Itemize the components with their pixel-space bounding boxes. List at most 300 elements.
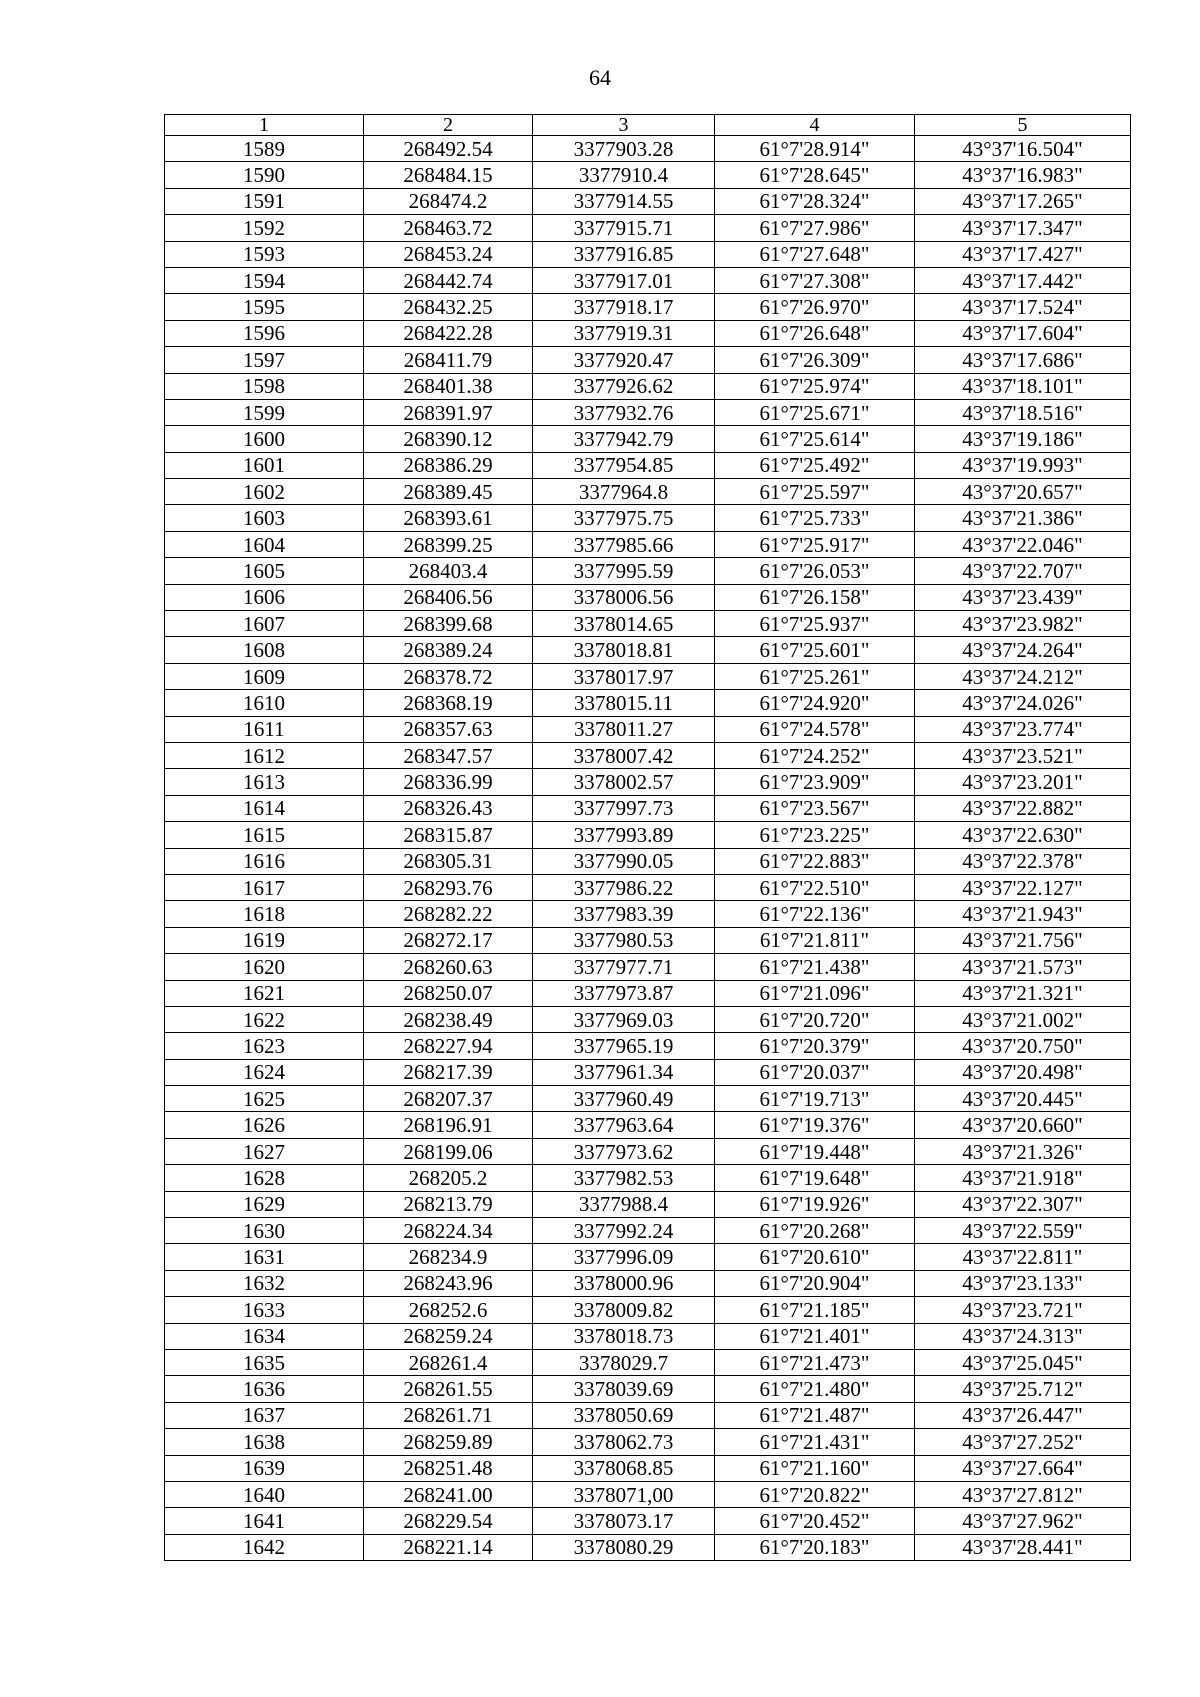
table-row bbox=[165, 1270, 1131, 1296]
x-coordinate-cell: 268238.49 bbox=[364, 1006, 533, 1032]
y-coordinate-cell: 3378062.73 bbox=[533, 1429, 715, 1455]
point-number-cell: 1598 bbox=[165, 373, 364, 399]
x-coordinate-cell: 268207.37 bbox=[364, 1086, 533, 1112]
table-row bbox=[165, 1481, 1131, 1507]
table-row bbox=[165, 162, 1131, 188]
longitude-cell: 61°7'20.720" bbox=[715, 1006, 915, 1032]
table-row bbox=[165, 399, 1131, 425]
latitude-cell: 43°37'22.046" bbox=[915, 531, 1131, 557]
longitude-cell: 61°7'25.733" bbox=[715, 505, 915, 531]
y-coordinate-cell: 3377917.01 bbox=[533, 267, 715, 293]
x-coordinate-cell: 268401.38 bbox=[364, 373, 533, 399]
table-row bbox=[165, 373, 1131, 399]
x-coordinate-cell: 268224.34 bbox=[364, 1218, 533, 1244]
column-header-4: 4 bbox=[715, 115, 915, 136]
y-coordinate-cell: 3377916.85 bbox=[533, 241, 715, 267]
y-coordinate-cell: 3378011.27 bbox=[533, 716, 715, 742]
y-coordinate-cell: 3377988.4 bbox=[533, 1191, 715, 1217]
point-number-cell: 1622 bbox=[165, 1006, 364, 1032]
table-row bbox=[165, 347, 1131, 373]
y-coordinate-cell: 3377973.87 bbox=[533, 980, 715, 1006]
longitude-cell: 61°7'26.309" bbox=[715, 347, 915, 373]
table-row bbox=[165, 1165, 1131, 1191]
point-number-cell: 1621 bbox=[165, 980, 364, 1006]
point-number-cell: 1589 bbox=[165, 136, 364, 162]
y-coordinate-cell: 3377990.05 bbox=[533, 848, 715, 874]
point-number-cell: 1610 bbox=[165, 690, 364, 716]
longitude-cell: 61°7'20.904" bbox=[715, 1270, 915, 1296]
x-coordinate-cell: 268399.68 bbox=[364, 611, 533, 637]
latitude-cell: 43°37'22.707" bbox=[915, 558, 1131, 584]
point-number-cell: 1595 bbox=[165, 294, 364, 320]
longitude-cell: 61°7'20.822" bbox=[715, 1481, 915, 1507]
x-coordinate-cell: 268368.19 bbox=[364, 690, 533, 716]
latitude-cell: 43°37'24.026" bbox=[915, 690, 1131, 716]
table-row bbox=[165, 267, 1131, 293]
latitude-cell: 43°37'24.264" bbox=[915, 637, 1131, 663]
y-coordinate-cell: 3377969.03 bbox=[533, 1006, 715, 1032]
x-coordinate-cell: 268393.61 bbox=[364, 505, 533, 531]
y-coordinate-cell: 3377973.62 bbox=[533, 1138, 715, 1164]
longitude-cell: 61°7'19.713" bbox=[715, 1086, 915, 1112]
x-coordinate-cell: 268234.9 bbox=[364, 1244, 533, 1270]
x-coordinate-cell: 268378.72 bbox=[364, 663, 533, 689]
latitude-cell: 43°37'17.347" bbox=[915, 215, 1131, 241]
latitude-cell: 43°37'19.993" bbox=[915, 452, 1131, 478]
y-coordinate-cell: 3377986.22 bbox=[533, 874, 715, 900]
point-number-cell: 1624 bbox=[165, 1059, 364, 1085]
point-number-cell: 1641 bbox=[165, 1508, 364, 1534]
longitude-cell: 61°7'19.448" bbox=[715, 1138, 915, 1164]
table-row bbox=[165, 1323, 1131, 1349]
table-row bbox=[165, 1349, 1131, 1375]
x-coordinate-cell: 268347.57 bbox=[364, 742, 533, 768]
table-row bbox=[165, 1218, 1131, 1244]
latitude-cell: 43°37'20.498" bbox=[915, 1059, 1131, 1085]
longitude-cell: 61°7'21.480" bbox=[715, 1376, 915, 1402]
longitude-cell: 61°7'21.473" bbox=[715, 1349, 915, 1375]
longitude-cell: 61°7'28.645" bbox=[715, 162, 915, 188]
x-coordinate-cell: 268259.89 bbox=[364, 1429, 533, 1455]
point-number-cell: 1614 bbox=[165, 795, 364, 821]
y-coordinate-cell: 3377914.55 bbox=[533, 188, 715, 214]
x-coordinate-cell: 268406.56 bbox=[364, 584, 533, 610]
y-coordinate-cell: 3377982.53 bbox=[533, 1165, 715, 1191]
table-row bbox=[165, 241, 1131, 267]
latitude-cell: 43°37'21.002" bbox=[915, 1006, 1131, 1032]
x-coordinate-cell: 268391.97 bbox=[364, 399, 533, 425]
latitude-cell: 43°37'19.186" bbox=[915, 426, 1131, 452]
point-number-cell: 1638 bbox=[165, 1429, 364, 1455]
point-number-cell: 1608 bbox=[165, 637, 364, 663]
x-coordinate-cell: 268252.6 bbox=[364, 1297, 533, 1323]
point-number-cell: 1609 bbox=[165, 663, 364, 689]
x-coordinate-cell: 268403.4 bbox=[364, 558, 533, 584]
latitude-cell: 43°37'25.712" bbox=[915, 1376, 1131, 1402]
y-coordinate-cell: 3377942.79 bbox=[533, 426, 715, 452]
y-coordinate-cell: 3377932.76 bbox=[533, 399, 715, 425]
longitude-cell: 61°7'21.096" bbox=[715, 980, 915, 1006]
latitude-cell: 43°37'27.664" bbox=[915, 1455, 1131, 1481]
latitude-cell: 43°37'18.101" bbox=[915, 373, 1131, 399]
latitude-cell: 43°37'16.504" bbox=[915, 136, 1131, 162]
point-number-cell: 1633 bbox=[165, 1297, 364, 1323]
latitude-cell: 43°37'21.386" bbox=[915, 505, 1131, 531]
x-coordinate-cell: 268243.96 bbox=[364, 1270, 533, 1296]
longitude-cell: 61°7'25.261" bbox=[715, 663, 915, 689]
latitude-cell: 43°37'21.943" bbox=[915, 901, 1131, 927]
table-header-row bbox=[165, 115, 1131, 136]
x-coordinate-cell: 268199.06 bbox=[364, 1138, 533, 1164]
latitude-cell: 43°37'20.657" bbox=[915, 479, 1131, 505]
x-coordinate-cell: 268484.15 bbox=[364, 162, 533, 188]
table-row bbox=[165, 505, 1131, 531]
point-number-cell: 1606 bbox=[165, 584, 364, 610]
longitude-cell: 61°7'27.308" bbox=[715, 267, 915, 293]
y-coordinate-cell: 3378071,00 bbox=[533, 1481, 715, 1507]
table-row bbox=[165, 1112, 1131, 1138]
table-row bbox=[165, 848, 1131, 874]
longitude-cell: 61°7'25.671" bbox=[715, 399, 915, 425]
longitude-cell: 61°7'24.252" bbox=[715, 742, 915, 768]
x-coordinate-cell: 268474.2 bbox=[364, 188, 533, 214]
point-number-cell: 1628 bbox=[165, 1165, 364, 1191]
y-coordinate-cell: 3377965.19 bbox=[533, 1033, 715, 1059]
x-coordinate-cell: 268205.2 bbox=[364, 1165, 533, 1191]
point-number-cell: 1613 bbox=[165, 769, 364, 795]
table-row bbox=[165, 531, 1131, 557]
y-coordinate-cell: 3377993.89 bbox=[533, 822, 715, 848]
latitude-cell: 43°37'22.378" bbox=[915, 848, 1131, 874]
x-coordinate-cell: 268390.12 bbox=[364, 426, 533, 452]
longitude-cell: 61°7'22.136" bbox=[715, 901, 915, 927]
y-coordinate-cell: 3378000.96 bbox=[533, 1270, 715, 1296]
point-number-cell: 1594 bbox=[165, 267, 364, 293]
point-number-cell: 1593 bbox=[165, 241, 364, 267]
table-row bbox=[165, 637, 1131, 663]
longitude-cell: 61°7'23.225" bbox=[715, 822, 915, 848]
point-number-cell: 1616 bbox=[165, 848, 364, 874]
x-coordinate-cell: 268250.07 bbox=[364, 980, 533, 1006]
x-coordinate-cell: 268282.22 bbox=[364, 901, 533, 927]
latitude-cell: 43°37'17.265" bbox=[915, 188, 1131, 214]
y-coordinate-cell: 3377961.34 bbox=[533, 1059, 715, 1085]
longitude-cell: 61°7'26.053" bbox=[715, 558, 915, 584]
x-coordinate-cell: 268492.54 bbox=[364, 136, 533, 162]
longitude-cell: 61°7'25.492" bbox=[715, 452, 915, 478]
y-coordinate-cell: 3378015.11 bbox=[533, 690, 715, 716]
y-coordinate-cell: 3377964.8 bbox=[533, 479, 715, 505]
latitude-cell: 43°37'22.127" bbox=[915, 874, 1131, 900]
latitude-cell: 43°37'21.756" bbox=[915, 927, 1131, 953]
y-coordinate-cell: 3378014.65 bbox=[533, 611, 715, 637]
x-coordinate-cell: 268261.4 bbox=[364, 1349, 533, 1375]
x-coordinate-cell: 268229.54 bbox=[364, 1508, 533, 1534]
table-row bbox=[165, 795, 1131, 821]
longitude-cell: 61°7'21.431" bbox=[715, 1429, 915, 1455]
y-coordinate-cell: 3377985.66 bbox=[533, 531, 715, 557]
longitude-cell: 61°7'20.037" bbox=[715, 1059, 915, 1085]
latitude-cell: 43°37'20.750" bbox=[915, 1033, 1131, 1059]
column-header-1: 1 bbox=[165, 115, 364, 136]
longitude-cell: 61°7'19.648" bbox=[715, 1165, 915, 1191]
table-row bbox=[165, 901, 1131, 927]
latitude-cell: 43°37'22.882" bbox=[915, 795, 1131, 821]
point-number-cell: 1617 bbox=[165, 874, 364, 900]
point-number-cell: 1597 bbox=[165, 347, 364, 373]
latitude-cell: 43°37'27.252" bbox=[915, 1429, 1131, 1455]
x-coordinate-cell: 268227.94 bbox=[364, 1033, 533, 1059]
y-coordinate-cell: 3378018.81 bbox=[533, 637, 715, 663]
longitude-cell: 61°7'23.909" bbox=[715, 769, 915, 795]
longitude-cell: 61°7'24.578" bbox=[715, 716, 915, 742]
latitude-cell: 43°37'21.326" bbox=[915, 1138, 1131, 1164]
table-row bbox=[165, 479, 1131, 505]
table-row bbox=[165, 716, 1131, 742]
table-row bbox=[165, 426, 1131, 452]
table-row bbox=[165, 1138, 1131, 1164]
latitude-cell: 43°37'28.441" bbox=[915, 1534, 1131, 1560]
x-coordinate-cell: 268442.74 bbox=[364, 267, 533, 293]
longitude-cell: 61°7'28.324" bbox=[715, 188, 915, 214]
point-number-cell: 1592 bbox=[165, 215, 364, 241]
point-number-cell: 1642 bbox=[165, 1534, 364, 1560]
x-coordinate-cell: 268357.63 bbox=[364, 716, 533, 742]
latitude-cell: 43°37'24.313" bbox=[915, 1323, 1131, 1349]
longitude-cell: 61°7'19.376" bbox=[715, 1112, 915, 1138]
table-row bbox=[165, 558, 1131, 584]
latitude-cell: 43°37'17.442" bbox=[915, 267, 1131, 293]
table-row bbox=[165, 822, 1131, 848]
column-header-2: 2 bbox=[364, 115, 533, 136]
longitude-cell: 61°7'22.883" bbox=[715, 848, 915, 874]
latitude-cell: 43°37'22.630" bbox=[915, 822, 1131, 848]
point-number-cell: 1626 bbox=[165, 1112, 364, 1138]
y-coordinate-cell: 3377995.59 bbox=[533, 558, 715, 584]
longitude-cell: 61°7'20.183" bbox=[715, 1534, 915, 1560]
x-coordinate-cell: 268326.43 bbox=[364, 795, 533, 821]
table-row bbox=[165, 874, 1131, 900]
y-coordinate-cell: 3377903.28 bbox=[533, 136, 715, 162]
y-coordinate-cell: 3377954.85 bbox=[533, 452, 715, 478]
table-row bbox=[165, 320, 1131, 346]
latitude-cell: 43°37'16.983" bbox=[915, 162, 1131, 188]
y-coordinate-cell: 3378006.56 bbox=[533, 584, 715, 610]
longitude-cell: 61°7'21.401" bbox=[715, 1323, 915, 1349]
longitude-cell: 61°7'21.438" bbox=[715, 954, 915, 980]
point-number-cell: 1591 bbox=[165, 188, 364, 214]
longitude-cell: 61°7'26.158" bbox=[715, 584, 915, 610]
latitude-cell: 43°37'23.521" bbox=[915, 742, 1131, 768]
y-coordinate-cell: 3377920.47 bbox=[533, 347, 715, 373]
x-coordinate-cell: 268241.00 bbox=[364, 1481, 533, 1507]
y-coordinate-cell: 3378007.42 bbox=[533, 742, 715, 768]
x-coordinate-cell: 268305.31 bbox=[364, 848, 533, 874]
y-coordinate-cell: 3377915.71 bbox=[533, 215, 715, 241]
longitude-cell: 61°7'27.986" bbox=[715, 215, 915, 241]
x-coordinate-cell: 268453.24 bbox=[364, 241, 533, 267]
latitude-cell: 43°37'23.439" bbox=[915, 584, 1131, 610]
longitude-cell: 61°7'22.510" bbox=[715, 874, 915, 900]
latitude-cell: 43°37'23.201" bbox=[915, 769, 1131, 795]
y-coordinate-cell: 3377992.24 bbox=[533, 1218, 715, 1244]
y-coordinate-cell: 3377980.53 bbox=[533, 927, 715, 953]
latitude-cell: 43°37'17.524" bbox=[915, 294, 1131, 320]
point-number-cell: 1640 bbox=[165, 1481, 364, 1507]
table-row bbox=[165, 1006, 1131, 1032]
x-coordinate-cell: 268213.79 bbox=[364, 1191, 533, 1217]
x-coordinate-cell: 268196.91 bbox=[364, 1112, 533, 1138]
point-number-cell: 1618 bbox=[165, 901, 364, 927]
longitude-cell: 61°7'20.610" bbox=[715, 1244, 915, 1270]
latitude-cell: 43°37'27.812" bbox=[915, 1481, 1131, 1507]
table-row bbox=[165, 980, 1131, 1006]
table-row bbox=[165, 136, 1131, 162]
y-coordinate-cell: 3378080.29 bbox=[533, 1534, 715, 1560]
table-row bbox=[165, 1376, 1131, 1402]
latitude-cell: 43°37'27.962" bbox=[915, 1508, 1131, 1534]
point-number-cell: 1631 bbox=[165, 1244, 364, 1270]
x-coordinate-cell: 268399.25 bbox=[364, 531, 533, 557]
y-coordinate-cell: 3378002.57 bbox=[533, 769, 715, 795]
longitude-cell: 61°7'20.268" bbox=[715, 1218, 915, 1244]
table-row bbox=[165, 1191, 1131, 1217]
table-row bbox=[165, 742, 1131, 768]
latitude-cell: 43°37'26.447" bbox=[915, 1402, 1131, 1428]
y-coordinate-cell: 3378068.85 bbox=[533, 1455, 715, 1481]
longitude-cell: 61°7'25.614" bbox=[715, 426, 915, 452]
point-number-cell: 1615 bbox=[165, 822, 364, 848]
table-row bbox=[165, 452, 1131, 478]
y-coordinate-cell: 3377918.17 bbox=[533, 294, 715, 320]
table-row bbox=[165, 1059, 1131, 1085]
point-number-cell: 1603 bbox=[165, 505, 364, 531]
y-coordinate-cell: 3377963.64 bbox=[533, 1112, 715, 1138]
longitude-cell: 61°7'26.970" bbox=[715, 294, 915, 320]
column-header-3: 3 bbox=[533, 115, 715, 136]
x-coordinate-cell: 268272.17 bbox=[364, 927, 533, 953]
longitude-cell: 61°7'20.379" bbox=[715, 1033, 915, 1059]
longitude-cell: 61°7'28.914" bbox=[715, 136, 915, 162]
y-coordinate-cell: 3378050.69 bbox=[533, 1402, 715, 1428]
y-coordinate-cell: 3378029.7 bbox=[533, 1349, 715, 1375]
latitude-cell: 43°37'23.133" bbox=[915, 1270, 1131, 1296]
latitude-cell: 43°37'17.604" bbox=[915, 320, 1131, 346]
x-coordinate-cell: 268336.99 bbox=[364, 769, 533, 795]
table-row bbox=[165, 1244, 1131, 1270]
table-row bbox=[165, 215, 1131, 241]
y-coordinate-cell: 3377977.71 bbox=[533, 954, 715, 980]
latitude-cell: 43°37'23.721" bbox=[915, 1297, 1131, 1323]
table-row bbox=[165, 1402, 1131, 1428]
x-coordinate-cell: 268389.24 bbox=[364, 637, 533, 663]
y-coordinate-cell: 3377960.49 bbox=[533, 1086, 715, 1112]
table-row bbox=[165, 927, 1131, 953]
y-coordinate-cell: 3378017.97 bbox=[533, 663, 715, 689]
x-coordinate-cell: 268260.63 bbox=[364, 954, 533, 980]
latitude-cell: 43°37'22.307" bbox=[915, 1191, 1131, 1217]
latitude-cell: 43°37'21.321" bbox=[915, 980, 1131, 1006]
latitude-cell: 43°37'17.427" bbox=[915, 241, 1131, 267]
point-number-cell: 1637 bbox=[165, 1402, 364, 1428]
latitude-cell: 43°37'18.516" bbox=[915, 399, 1131, 425]
x-coordinate-cell: 268251.48 bbox=[364, 1455, 533, 1481]
table-row bbox=[165, 1534, 1131, 1560]
table-row bbox=[165, 690, 1131, 716]
point-number-cell: 1619 bbox=[165, 927, 364, 953]
longitude-cell: 61°7'27.648" bbox=[715, 241, 915, 267]
longitude-cell: 61°7'26.648" bbox=[715, 320, 915, 346]
longitude-cell: 61°7'21.811" bbox=[715, 927, 915, 953]
point-number-cell: 1611 bbox=[165, 716, 364, 742]
x-coordinate-cell: 268315.87 bbox=[364, 822, 533, 848]
y-coordinate-cell: 3377975.75 bbox=[533, 505, 715, 531]
y-coordinate-cell: 3378009.82 bbox=[533, 1297, 715, 1323]
x-coordinate-cell: 268463.72 bbox=[364, 215, 533, 241]
x-coordinate-cell: 268261.55 bbox=[364, 1376, 533, 1402]
latitude-cell: 43°37'17.686" bbox=[915, 347, 1131, 373]
table-body bbox=[165, 136, 1131, 1561]
x-coordinate-cell: 268221.14 bbox=[364, 1534, 533, 1560]
point-number-cell: 1607 bbox=[165, 611, 364, 637]
table-row bbox=[165, 611, 1131, 637]
longitude-cell: 61°7'25.937" bbox=[715, 611, 915, 637]
table-row bbox=[165, 1033, 1131, 1059]
y-coordinate-cell: 3377997.73 bbox=[533, 795, 715, 821]
longitude-cell: 61°7'25.597" bbox=[715, 479, 915, 505]
point-number-cell: 1627 bbox=[165, 1138, 364, 1164]
table-row bbox=[165, 1086, 1131, 1112]
point-number-cell: 1590 bbox=[165, 162, 364, 188]
x-coordinate-cell: 268389.45 bbox=[364, 479, 533, 505]
point-number-cell: 1601 bbox=[165, 452, 364, 478]
latitude-cell: 43°37'24.212" bbox=[915, 663, 1131, 689]
longitude-cell: 61°7'25.601" bbox=[715, 637, 915, 663]
latitude-cell: 43°37'25.045" bbox=[915, 1349, 1131, 1375]
y-coordinate-cell: 3377919.31 bbox=[533, 320, 715, 346]
page-number: 64 bbox=[589, 65, 611, 90]
longitude-cell: 61°7'21.487" bbox=[715, 1402, 915, 1428]
x-coordinate-cell: 268386.29 bbox=[364, 452, 533, 478]
y-coordinate-cell: 3378018.73 bbox=[533, 1323, 715, 1349]
point-number-cell: 1599 bbox=[165, 399, 364, 425]
y-coordinate-cell: 3377983.39 bbox=[533, 901, 715, 927]
x-coordinate-cell: 268432.25 bbox=[364, 294, 533, 320]
y-coordinate-cell: 3378073.17 bbox=[533, 1508, 715, 1534]
x-coordinate-cell: 268261.71 bbox=[364, 1402, 533, 1428]
x-coordinate-cell: 268259.24 bbox=[364, 1323, 533, 1349]
point-number-cell: 1625 bbox=[165, 1086, 364, 1112]
table-row bbox=[165, 663, 1131, 689]
table-row bbox=[165, 1508, 1131, 1534]
point-number-cell: 1639 bbox=[165, 1455, 364, 1481]
point-number-cell: 1620 bbox=[165, 954, 364, 980]
x-coordinate-cell: 268422.28 bbox=[364, 320, 533, 346]
table-row bbox=[165, 584, 1131, 610]
table-row bbox=[165, 294, 1131, 320]
longitude-cell: 61°7'20.452" bbox=[715, 1508, 915, 1534]
point-number-cell: 1605 bbox=[165, 558, 364, 584]
coordinates-table bbox=[164, 114, 1131, 1561]
y-coordinate-cell: 3378039.69 bbox=[533, 1376, 715, 1402]
latitude-cell: 43°37'21.573" bbox=[915, 954, 1131, 980]
latitude-cell: 43°37'22.559" bbox=[915, 1218, 1131, 1244]
point-number-cell: 1635 bbox=[165, 1349, 364, 1375]
x-coordinate-cell: 268293.76 bbox=[364, 874, 533, 900]
point-number-cell: 1632 bbox=[165, 1270, 364, 1296]
point-number-cell: 1634 bbox=[165, 1323, 364, 1349]
longitude-cell: 61°7'21.185" bbox=[715, 1297, 915, 1323]
